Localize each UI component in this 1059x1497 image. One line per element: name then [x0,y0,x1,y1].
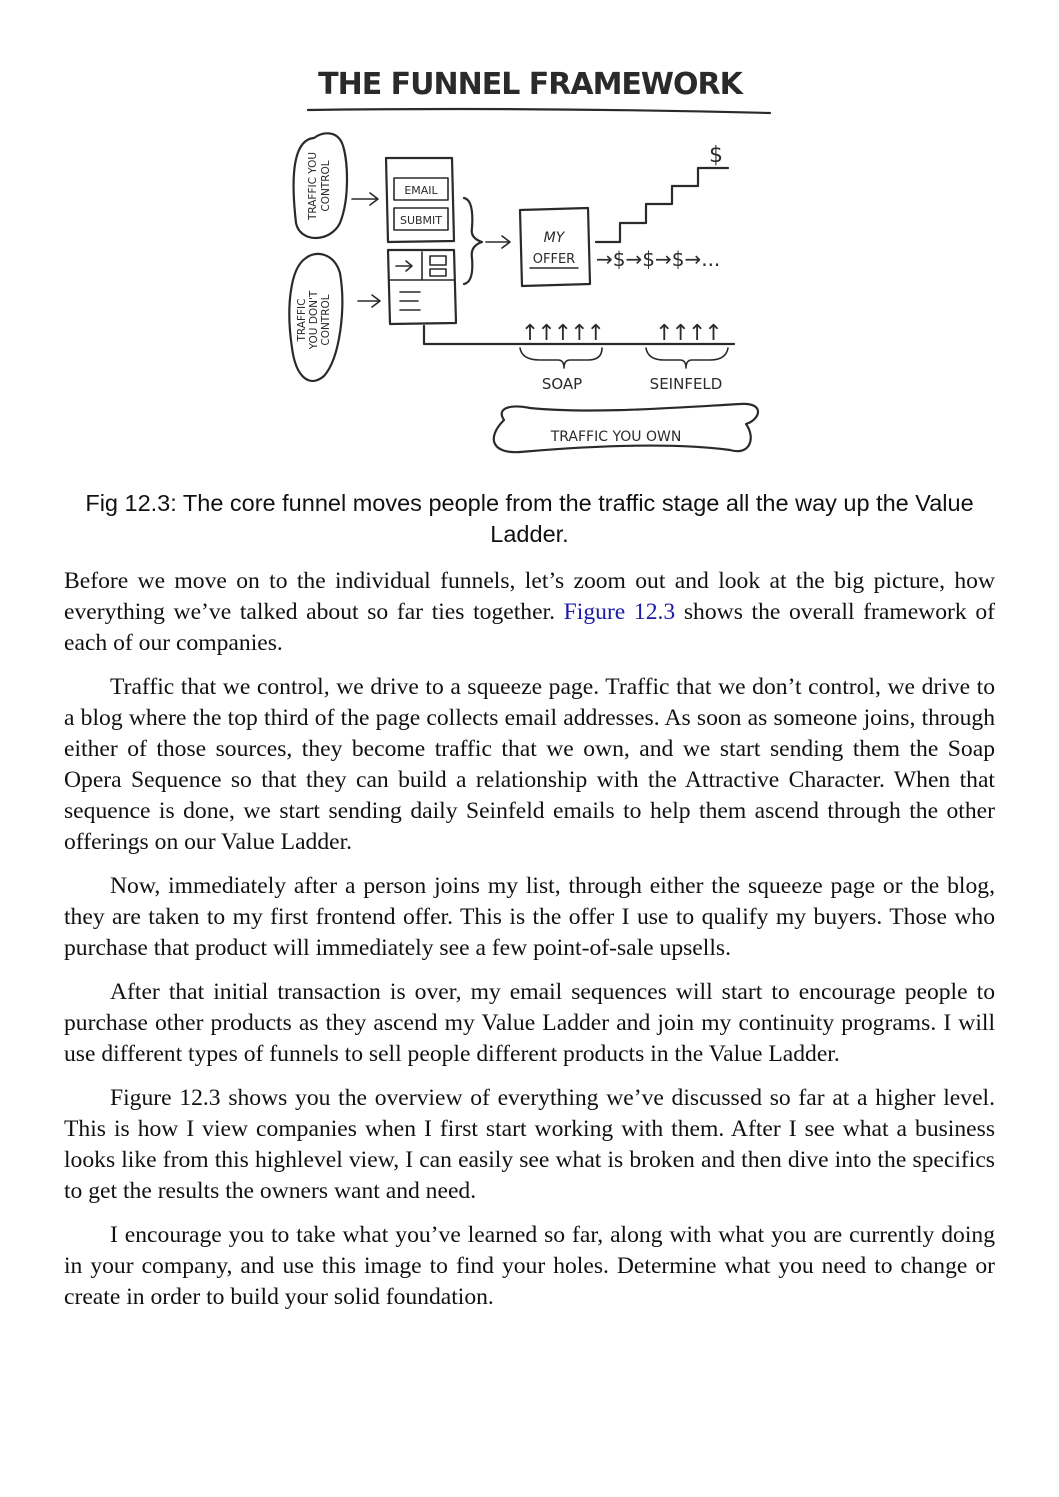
figure-reference-link[interactable]: Figure 12.3 [563,599,676,625]
funnel-diagram [270,58,790,468]
svg-text:CONTROL: CONTROL [320,294,332,346]
paragraph: Traffic that we control, we drive to a squeeze page. Traffic that we don’t control, we drive to a blog where the top third of the page collects email addresses. As soon as someone joins, through either of those sources, they become traffic that we own, and we start sending them the Soap Opera Sequence so that they can build a relationship with the Attractive Character. When that sequence is done, we start sending daily Seinfeld emails to help them ascend through the other offerings on our Value Ladder. [64,674,995,855]
blog-button-sketch [430,269,446,276]
email-label: EMAIL [404,184,438,197]
paragraph-text: shows the overall framework of each of our companies. [64,599,995,656]
arrow-icon [358,295,380,307]
offer-label-line2: OFFER [532,252,576,267]
paragraph: I encourage you to take what you’ve learned so far, along with what you are currently doing in your company, and use this image to find your holes. Determine what you need to change or create in order to build your solid foundation. [64,1222,995,1310]
ladder-top-dollar: $ [709,143,723,168]
value-ladder-staircase [596,168,728,242]
offer-label-line1: MY [543,230,565,246]
title-underline [308,109,770,113]
figure-title: THE FUNNEL FRAMEWORK [318,67,742,102]
traffic-own-label: TRAFFIC YOU OWN [550,429,682,445]
traffic-dont-control-label [296,290,332,350]
paragraph-text: Before we move on to the individual funnels, let’s zoom out and look at the big picture, how everything we’ve talked about so far ties together. [64,568,995,625]
seinfeld-brace [646,348,728,368]
blog-field-sketch [430,256,446,265]
traffic-control-label [307,152,332,221]
figure-caption: Fig 12.3: The core funnel moves people from the traffic stage all the way up the Value Ladder. [85,490,974,547]
svg-text:YOU DON'T: YOU DON'T [308,290,320,350]
soap-brace [520,348,602,368]
seinfeld-arrows: ↑↑↑↑ [655,321,721,346]
paragraph: Figure 12.3 shows you the overview of everything we’ve discussed so far at a higher level. This is how I view companies when I first start working with them. After I see what a business looks like from this highlevel view, I can easily see what is broken and then dive into the specifics to get the results the owners want and need. [64,1085,995,1204]
body-text [64,566,995,1326]
svg-text:TRAFFIC: TRAFFIC [296,298,308,342]
soap-label: SOAP [541,375,583,393]
paragraph [64,566,995,659]
offer-box-sketch [520,208,590,286]
arrow-icon [486,236,510,248]
paragraph: After that initial transaction is over, my email sequences will start to encourage people to purchase other products as they ascend my Value Ladder and join my continuity programs. I will use different types of funnels to sell people different products in the Value Ladder. [64,979,995,1067]
submit-label: SUBMIT [399,214,443,227]
paragraph: Now, immediately after a person joins my list, through either the squeeze page or the blog, they are taken to my first frontend offer. This is the offer I use to qualify my buyers. Those who purchase that product will immediately see a few point-of-sale upsells. [64,873,995,961]
brace-sketch [464,198,482,284]
dollar-chain: →$→$→$→... [596,247,721,271]
soap-arrows: ↑↑↑↑↑ [520,321,604,346]
svg-text:TRAFFIC YOU: TRAFFIC YOU [307,151,319,221]
arrow-icon [352,193,378,205]
arrow-icon [396,261,412,271]
blog-text-lines [400,292,420,310]
svg-text:CONTROL: CONTROL [320,160,332,212]
seinfeld-label: SEINFELD [649,375,723,393]
funnel-framework-figure [270,58,790,468]
